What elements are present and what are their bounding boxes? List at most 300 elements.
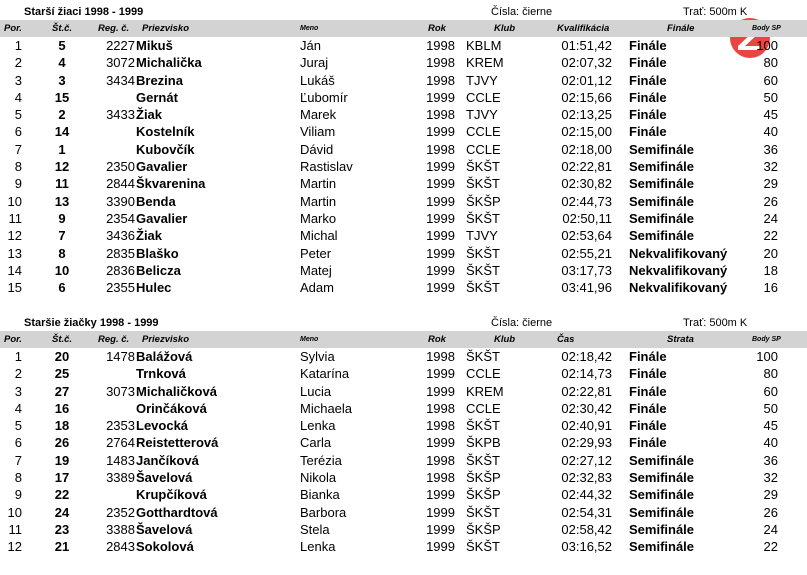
cell-por: 12 xyxy=(7,228,22,244)
cell-reg: 3433 xyxy=(106,107,135,123)
cell-rok: 1999 xyxy=(426,280,455,296)
cell-body: 32 xyxy=(763,159,778,175)
cell-faza: Semifinále xyxy=(629,539,695,555)
cell-meno: Ľubomír xyxy=(300,89,348,105)
cell-faza: Semifinále xyxy=(629,470,695,486)
cell-rok: 1999 xyxy=(426,435,455,451)
cell-meno: Sylvia xyxy=(300,349,335,364)
cell-faza: Finále xyxy=(629,55,667,71)
cell-body: 24 xyxy=(763,521,778,537)
cell-klub: ŠKŠT xyxy=(466,504,500,520)
cell-cas: 02:58,42 xyxy=(561,521,612,537)
cell-cas: 02:50,11 xyxy=(562,210,612,226)
cell-body: 60 xyxy=(763,383,778,399)
cell-klub: ŠKŠT xyxy=(466,176,500,192)
header-meno: Meno xyxy=(300,25,319,32)
cell-cas: 02:27,12 xyxy=(561,452,612,468)
cell-priezvisko: Sokolová xyxy=(136,539,194,555)
cell-rok: 1998 xyxy=(426,55,455,71)
cell-reg: 2843 xyxy=(106,539,135,555)
cell-faza: Nekvalifikovaný xyxy=(629,280,728,296)
cell-body: 100 xyxy=(756,38,778,53)
cell-por: 1 xyxy=(14,349,22,364)
cell-stc: 6 xyxy=(58,280,66,296)
cell-rok: 1998 xyxy=(426,470,455,486)
cell-reg: 2844 xyxy=(106,176,135,192)
cell-klub: ŠKŠT xyxy=(466,452,500,468)
cell-faza: Semifinále xyxy=(629,487,695,503)
header-stc: Št.č. xyxy=(52,23,73,34)
cell-klub: CCLE xyxy=(466,141,501,157)
header-priezvisko: Priezvisko xyxy=(142,23,189,34)
section-title-row xyxy=(0,315,807,331)
header-kval: Čas xyxy=(557,334,575,345)
cell-priezvisko: Kostelník xyxy=(136,124,195,140)
cell-cas: 02:30,82 xyxy=(561,176,612,192)
cell-meno: Katarína xyxy=(300,366,350,382)
cell-cas: 03:16,52 xyxy=(561,539,612,555)
cell-meno: Lucia xyxy=(300,383,332,399)
cell-cas: 02:13,25 xyxy=(561,107,612,123)
cell-klub: TJVY xyxy=(466,107,498,123)
cell-klub: ŠKŠT xyxy=(466,418,500,434)
cell-rok: 1999 xyxy=(426,366,455,382)
table-row xyxy=(0,417,807,434)
cell-priezvisko: Šavelová xyxy=(136,521,193,537)
cell-priezvisko: Šavelová xyxy=(136,470,193,486)
cell-faza: Semifinále xyxy=(629,452,695,468)
table-row xyxy=(0,538,807,555)
cell-por: 3 xyxy=(14,383,22,399)
cell-faza: Finále xyxy=(629,72,667,88)
section-title: Staršie žiačky 1998 - 1999 xyxy=(24,317,159,329)
cell-priezvisko: Orinčáková xyxy=(136,400,207,416)
cell-por: 8 xyxy=(14,470,22,486)
cell-stc: 24 xyxy=(54,504,70,520)
header-reg: Reg. č. xyxy=(98,23,130,34)
cell-faza: Semifinále xyxy=(629,228,695,244)
cell-body: 100 xyxy=(756,349,778,364)
cell-por: 5 xyxy=(14,107,22,123)
table-row xyxy=(0,72,807,89)
cell-priezvisko: Kubovčík xyxy=(136,141,195,157)
cell-meno: Nikola xyxy=(300,470,337,486)
cell-stc: 10 xyxy=(54,262,70,278)
cell-priezvisko: Brezina xyxy=(136,72,183,88)
cell-meno: Terézia xyxy=(300,452,342,468)
cell-reg: 3072 xyxy=(106,55,135,71)
cell-priezvisko: Krupčíková xyxy=(136,487,207,503)
cell-stc: 25 xyxy=(54,366,70,382)
cell-rok: 1998 xyxy=(426,107,455,123)
cell-reg: 3073 xyxy=(106,383,135,399)
cell-meno: Matej xyxy=(300,262,332,278)
cell-cas: 02:40,91 xyxy=(561,418,612,434)
cell-body: 40 xyxy=(763,124,778,140)
cell-meno: Ján xyxy=(300,38,321,53)
cell-priezvisko: Hulec xyxy=(136,280,172,296)
cell-klub: CCLE xyxy=(466,124,501,140)
cell-body: 80 xyxy=(763,366,778,382)
cell-rok: 1999 xyxy=(426,210,455,226)
cell-meno: Rastislav xyxy=(300,159,353,175)
table-row xyxy=(0,37,807,54)
cell-rok: 1999 xyxy=(426,383,455,399)
cell-meno: Marek xyxy=(300,107,337,123)
cell-meno: Juraj xyxy=(300,55,329,71)
results-section-boys xyxy=(0,4,807,296)
cell-stc: 9 xyxy=(58,210,66,226)
table-row xyxy=(0,400,807,417)
table-row xyxy=(0,175,807,192)
cell-reg: 3436 xyxy=(106,228,135,244)
cell-faza: Semifinále xyxy=(629,193,695,209)
cell-klub: ŠKŠP xyxy=(466,193,501,209)
cell-priezvisko: Gernát xyxy=(136,89,178,105)
cell-rok: 1998 xyxy=(426,349,455,364)
cell-rok: 1999 xyxy=(426,539,455,555)
cell-priezvisko: Jančíková xyxy=(136,452,199,468)
cell-por: 3 xyxy=(14,72,22,88)
cell-cas: 02:55,21 xyxy=(561,245,612,261)
cell-faza: Semifinále xyxy=(629,504,695,520)
cell-klub: ŠKŠP xyxy=(466,521,501,537)
cell-klub: ŠKŠT xyxy=(466,159,500,175)
cell-por: 1 xyxy=(14,38,22,53)
cell-cas: 02:18,00 xyxy=(561,141,612,157)
cell-por: 4 xyxy=(14,400,22,416)
cell-stc: 19 xyxy=(54,452,70,468)
table-row xyxy=(0,279,807,296)
cell-por: 11 xyxy=(8,210,22,226)
cell-cas: 02:54,31 xyxy=(561,504,612,520)
cell-priezvisko: Trnková xyxy=(136,366,186,382)
cell-rok: 1998 xyxy=(426,400,455,416)
color-note: Čísla: čierne xyxy=(491,6,553,18)
cell-body: 24 xyxy=(763,210,778,226)
table-row xyxy=(0,486,807,503)
cell-priezvisko: Levocká xyxy=(136,418,189,434)
cell-faza: Finále xyxy=(629,366,667,382)
table-row xyxy=(0,227,807,244)
cell-por: 6 xyxy=(14,435,22,451)
cell-cas: 02:01,12 xyxy=(561,72,612,88)
cell-meno: Martin xyxy=(300,193,337,209)
cell-por: 4 xyxy=(14,89,22,105)
cell-rok: 1999 xyxy=(426,262,455,278)
cell-reg: 3434 xyxy=(106,72,135,88)
cell-faza: Nekvalifikovaný xyxy=(629,245,728,261)
cell-stc: 23 xyxy=(54,521,70,537)
cell-stc: 4 xyxy=(58,55,66,71)
cell-meno: Michaela xyxy=(300,400,353,416)
cell-klub: ŠKŠP xyxy=(466,487,501,503)
header-reg: Reg. č. xyxy=(98,334,130,345)
cell-stc: 21 xyxy=(54,539,70,555)
cell-priezvisko: Mikuš xyxy=(136,38,173,53)
cell-priezvisko: Balážová xyxy=(136,349,193,364)
cell-por: 9 xyxy=(14,487,22,503)
cell-klub: ŠKŠT xyxy=(466,245,500,261)
cell-por: 13 xyxy=(7,245,22,261)
cell-meno: Adam xyxy=(300,280,334,296)
cell-klub: ŠKŠT xyxy=(466,262,500,278)
cell-priezvisko: Michalička xyxy=(136,55,202,71)
cell-faza: Finále xyxy=(629,107,667,123)
cell-por: 12 xyxy=(7,539,22,555)
cell-klub: ŠKŠT xyxy=(466,539,500,555)
cell-body: 22 xyxy=(763,228,778,244)
cell-klub: KBLM xyxy=(466,38,502,53)
header-body: Body SP xyxy=(752,25,781,32)
cell-rok: 1998 xyxy=(426,418,455,434)
cell-cas: 02:44,73 xyxy=(561,193,612,209)
cell-cas: 02:15,00 xyxy=(561,124,612,140)
cell-faza: Semifinále xyxy=(629,210,695,226)
table-header xyxy=(0,20,807,37)
section-title: Starší žiaci 1998 - 1999 xyxy=(24,6,144,18)
cell-stc: 12 xyxy=(54,159,70,175)
header-stc: Št.č. xyxy=(52,334,73,345)
cell-rok: 1999 xyxy=(426,124,455,140)
cell-body: 29 xyxy=(763,487,778,503)
table-header xyxy=(0,331,807,348)
cell-cas: 01:51,42 xyxy=(561,38,612,53)
cell-rok: 1999 xyxy=(426,487,455,503)
cell-faza: Nekvalifikovaný xyxy=(629,262,728,278)
cell-reg: 2227 xyxy=(106,38,135,53)
cell-meno: Viliam xyxy=(300,124,336,140)
cell-meno: Lenka xyxy=(300,539,336,555)
cell-meno: Martin xyxy=(300,176,337,192)
cell-meno: Barbora xyxy=(300,504,347,520)
cell-por: 2 xyxy=(14,366,22,382)
cell-rok: 1998 xyxy=(426,452,455,468)
cell-por: 7 xyxy=(14,452,22,468)
cell-cas: 02:22,81 xyxy=(561,159,612,175)
cell-body: 50 xyxy=(763,89,778,105)
track-label: Trať: 500m K xyxy=(683,317,748,329)
cell-body: 45 xyxy=(763,107,778,123)
header-final: Finále xyxy=(667,23,695,34)
cell-body: 29 xyxy=(763,176,778,192)
cell-faza: Semifinále xyxy=(629,141,695,157)
table-row xyxy=(0,504,807,521)
cell-meno: Peter xyxy=(300,245,332,261)
cell-rok: 1998 xyxy=(426,72,455,88)
track-label: Trať: 500m K xyxy=(683,6,748,18)
cell-stc: 16 xyxy=(54,400,70,416)
table-row xyxy=(0,54,807,71)
cell-por: 2 xyxy=(14,55,22,71)
cell-cas: 02:15,66 xyxy=(561,89,612,105)
cell-reg: 3388 xyxy=(106,521,135,537)
cell-reg: 3390 xyxy=(106,193,135,209)
cell-body: 16 xyxy=(763,280,778,296)
cell-meno: Lukáš xyxy=(300,72,335,88)
cell-stc: 18 xyxy=(54,418,70,434)
cell-por: 10 xyxy=(7,504,22,520)
header-body: Body SP xyxy=(752,336,781,343)
cell-rok: 1999 xyxy=(426,193,455,209)
section-title-row xyxy=(0,4,807,20)
cell-body: 50 xyxy=(763,400,778,416)
cell-meno: Dávid xyxy=(300,141,334,157)
cell-priezvisko: Gotthardtová xyxy=(136,504,218,520)
cell-klub: ŠKŠT xyxy=(466,210,500,226)
cell-stc: 7 xyxy=(58,228,66,244)
cell-rok: 1999 xyxy=(426,245,455,261)
cell-body: 40 xyxy=(763,435,778,451)
header-klub: Klub xyxy=(494,23,516,34)
table-row xyxy=(0,193,807,210)
cell-rok: 1999 xyxy=(426,159,455,175)
cell-priezvisko: Žiak xyxy=(136,228,163,244)
table-row xyxy=(0,521,807,538)
cell-priezvisko: Škvarenina xyxy=(136,176,206,192)
cell-klub: CCLE xyxy=(466,400,501,416)
cell-body: 26 xyxy=(763,193,778,209)
cell-stc: 15 xyxy=(54,89,70,105)
header-meno: Meno xyxy=(300,336,319,343)
cell-body: 20 xyxy=(763,245,778,261)
cell-meno: Bianka xyxy=(300,487,340,503)
cell-rok: 1999 xyxy=(426,521,455,537)
cell-stc: 5 xyxy=(58,38,66,53)
cell-rok: 1999 xyxy=(426,89,455,105)
cell-stc: 2 xyxy=(58,107,66,123)
cell-faza: Finále xyxy=(629,89,667,105)
cell-reg: 2355 xyxy=(106,280,135,296)
cell-klub: ŠKŠT xyxy=(466,280,500,296)
cell-rok: 1998 xyxy=(426,38,455,53)
header-klub: Klub xyxy=(494,334,516,345)
cell-cas: 02:44,32 xyxy=(561,487,612,503)
cell-klub: KREM xyxy=(466,383,504,399)
cell-stc: 8 xyxy=(58,245,66,261)
cell-priezvisko: Belicza xyxy=(136,262,181,278)
table-row xyxy=(0,365,807,382)
cell-body: 36 xyxy=(763,141,778,157)
cell-stc: 13 xyxy=(54,193,70,209)
cell-cas: 03:41,96 xyxy=(561,280,612,296)
cell-body: 36 xyxy=(763,452,778,468)
cell-body: 32 xyxy=(763,470,778,486)
cell-meno: Stela xyxy=(300,521,330,537)
cell-priezvisko: Gavalier xyxy=(136,210,188,226)
cell-cas: 03:17,73 xyxy=(561,262,612,278)
table-row xyxy=(0,106,807,123)
cell-rok: 1999 xyxy=(426,176,455,192)
header-kval: Kvalifikácia xyxy=(557,23,610,34)
header-rok: Rok xyxy=(428,334,446,345)
table-row xyxy=(0,123,807,140)
table-row xyxy=(0,141,807,158)
cell-klub: CCLE xyxy=(466,366,501,382)
header-rok: Rok xyxy=(428,23,446,34)
cell-stc: 1 xyxy=(58,141,66,157)
cell-por: 7 xyxy=(14,141,22,157)
cell-klub: CCLE xyxy=(466,89,501,105)
cell-reg: 2764 xyxy=(106,435,135,451)
cell-cas: 02:30,42 xyxy=(561,400,612,416)
cell-stc: 22 xyxy=(54,487,70,503)
cell-reg: 1478 xyxy=(106,349,135,364)
cell-priezvisko: Michaličková xyxy=(136,383,217,399)
cell-stc: 26 xyxy=(54,435,70,451)
table-row xyxy=(0,158,807,175)
cell-body: 45 xyxy=(763,418,778,434)
cell-body: 80 xyxy=(763,55,778,71)
cell-cas: 02:32,83 xyxy=(561,470,612,486)
cell-cas: 02:18,42 xyxy=(561,349,612,364)
cell-faza: Semifinále xyxy=(629,159,695,175)
cell-klub: ŠKŠP xyxy=(466,470,501,486)
table-row xyxy=(0,245,807,262)
table-row xyxy=(0,348,807,365)
cell-klub: TJVY xyxy=(466,228,498,244)
cell-cas: 02:53,64 xyxy=(561,228,612,244)
cell-stc: 27 xyxy=(54,383,70,399)
cell-por: 9 xyxy=(14,176,22,192)
cell-meno: Marko xyxy=(300,210,337,226)
cell-faza: Finále xyxy=(629,383,667,399)
cell-reg: 2835 xyxy=(106,245,135,261)
cell-faza: Semifinále xyxy=(629,521,695,537)
table-row xyxy=(0,434,807,451)
table-row xyxy=(0,210,807,227)
cell-cas: 02:14,73 xyxy=(561,366,612,382)
cell-priezvisko: Žiak xyxy=(136,107,163,123)
cell-priezvisko: Benda xyxy=(136,193,176,209)
cell-faza: Finále xyxy=(629,418,667,434)
cell-faza: Finále xyxy=(629,349,667,364)
cell-klub: ŠKPB xyxy=(466,435,501,451)
cell-reg: 2350 xyxy=(106,159,135,175)
table-row xyxy=(0,89,807,106)
cell-meno: Michal xyxy=(300,228,338,244)
table-row xyxy=(0,469,807,486)
cell-reg: 2352 xyxy=(106,504,135,520)
cell-faza: Finále xyxy=(629,124,667,140)
cell-reg: 2836 xyxy=(106,262,135,278)
header-por: Por. xyxy=(4,23,22,34)
cell-faza: Finále xyxy=(629,435,667,451)
cell-body: 60 xyxy=(763,72,778,88)
cell-faza: Finále xyxy=(629,400,667,416)
cell-por: 14 xyxy=(7,262,22,278)
cell-stc: 20 xyxy=(54,349,70,364)
cell-reg: 1483 xyxy=(106,452,135,468)
cell-cas: 02:22,81 xyxy=(561,383,612,399)
cell-reg: 2353 xyxy=(106,418,135,434)
header-final: Strata xyxy=(667,334,694,345)
cell-stc: 14 xyxy=(54,124,70,140)
cell-reg: 2354 xyxy=(106,210,135,226)
cell-priezvisko: Blaško xyxy=(136,245,179,261)
header-por: Por. xyxy=(4,334,22,345)
cell-priezvisko: Gavalier xyxy=(136,159,188,175)
cell-body: 22 xyxy=(763,539,778,555)
cell-por: 5 xyxy=(14,418,22,434)
cell-stc: 3 xyxy=(58,72,66,88)
cell-por: 6 xyxy=(14,124,22,140)
cell-reg: 3389 xyxy=(106,470,135,486)
cell-por: 11 xyxy=(8,521,22,537)
cell-stc: 11 xyxy=(55,176,69,192)
cell-cas: 02:07,32 xyxy=(561,55,612,71)
cell-por: 10 xyxy=(7,193,22,209)
